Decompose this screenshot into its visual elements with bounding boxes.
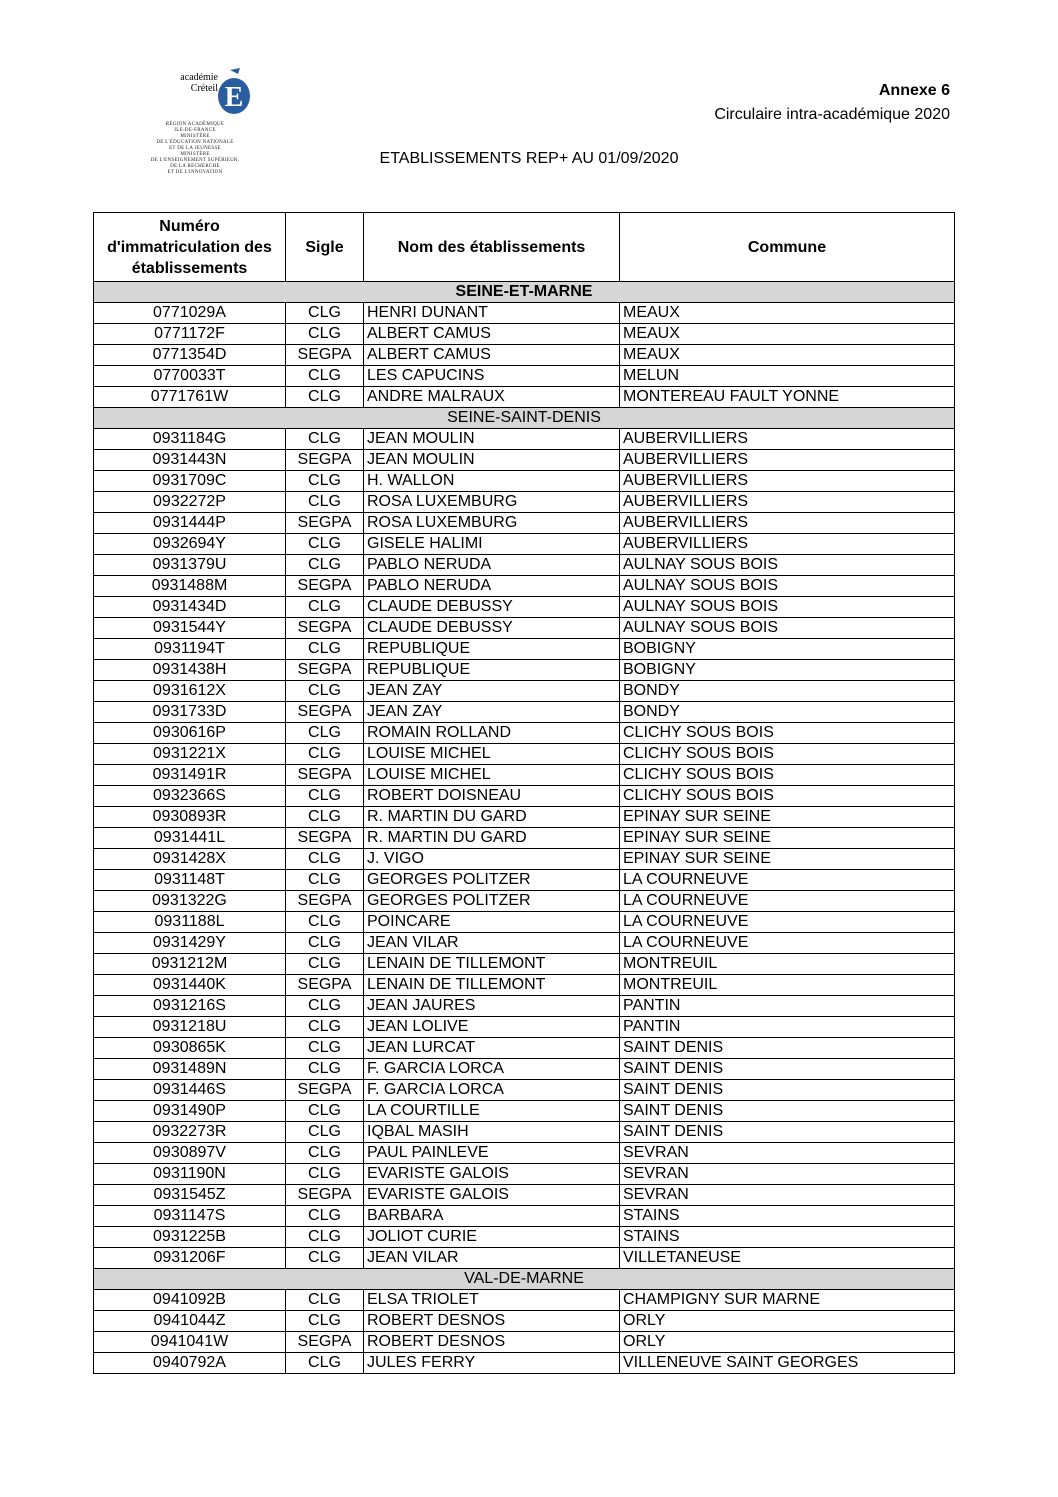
cell-numero: 0931612X	[94, 681, 286, 702]
cell-nom: BARBARA	[364, 1206, 620, 1227]
cell-numero: 0931446S	[94, 1080, 286, 1101]
cell-nom: ROBERT DESNOS	[364, 1332, 620, 1353]
table-row	[94, 786, 955, 807]
cell-commune: MONTREUIL	[620, 954, 955, 975]
table-row	[94, 303, 955, 324]
cell-numero: 0931190N	[94, 1164, 286, 1185]
col-header-sigle: Sigle	[286, 213, 364, 282]
logo-sub-line: MINISTÈRE	[180, 134, 210, 139]
cell-sigle: CLG	[286, 933, 364, 954]
cell-nom: JEAN LOLIVE	[364, 1017, 620, 1038]
cell-commune: SEVRAN	[620, 1143, 955, 1164]
table-row	[94, 450, 955, 471]
cell-commune: SAINT DENIS	[620, 1038, 955, 1059]
cell-numero: 0930893R	[94, 807, 286, 828]
annexe-label: Annexe 6	[878, 82, 950, 99]
cell-nom: CLAUDE DEBUSSY	[364, 597, 620, 618]
cell-sigle: SEGPA	[286, 891, 364, 912]
cell-commune: PANTIN	[620, 996, 955, 1017]
cell-commune: PANTIN	[620, 1017, 955, 1038]
table-row	[94, 1290, 955, 1311]
cell-numero: 0770033T	[94, 366, 286, 387]
cell-sigle: CLG	[286, 1059, 364, 1080]
cell-numero: 0771761W	[94, 387, 286, 408]
cell-nom: F. GARCIA LORCA	[364, 1059, 620, 1080]
cell-commune: CHAMPIGNY SUR MARNE	[620, 1290, 955, 1311]
cell-commune: CLICHY SOUS BOIS	[620, 765, 955, 786]
table-row	[94, 933, 955, 954]
cell-commune: ORLY	[620, 1332, 955, 1353]
table-row	[94, 1227, 955, 1248]
cell-numero: 0931428X	[94, 849, 286, 870]
cell-nom: PAUL PAINLEVE	[364, 1143, 620, 1164]
table-row	[94, 954, 955, 975]
cell-sigle: SEGPA	[286, 828, 364, 849]
cell-sigle: CLG	[286, 1248, 364, 1269]
table-row	[94, 1122, 955, 1143]
cell-commune: LA COURNEUVE	[620, 870, 955, 891]
cell-numero: 0931221X	[94, 744, 286, 765]
cell-commune: LA COURNEUVE	[620, 933, 955, 954]
cell-numero: 0932366S	[94, 786, 286, 807]
logo-sub-line: ILE-DE-FRANCE	[174, 128, 216, 133]
cell-sigle: CLG	[286, 912, 364, 933]
cell-sigle: CLG	[286, 723, 364, 744]
table-row	[94, 513, 955, 534]
cell-nom: F. GARCIA LORCA	[364, 1080, 620, 1101]
cell-sigle: CLG	[286, 324, 364, 345]
logo-sub-line: MINISTÈRE	[180, 152, 210, 157]
cell-nom: LOUISE MICHEL	[364, 765, 620, 786]
cell-nom: IQBAL MASIH	[364, 1122, 620, 1143]
cell-commune: STAINS	[620, 1206, 955, 1227]
cell-numero: 0931441L	[94, 828, 286, 849]
cell-numero: 0931489N	[94, 1059, 286, 1080]
cell-numero: 0931443N	[94, 450, 286, 471]
academie-e-icon	[216, 68, 252, 116]
table-row	[94, 723, 955, 744]
cell-sigle: CLG	[286, 303, 364, 324]
cell-commune: STAINS	[620, 1227, 955, 1248]
circulaire-label: Circulaire intra-académique 2020	[714, 106, 950, 123]
cell-numero: 0931148T	[94, 870, 286, 891]
cell-nom: EVARISTE GALOIS	[364, 1164, 620, 1185]
cell-commune: AUBERVILLIERS	[620, 492, 955, 513]
cell-numero: 0931147S	[94, 1206, 286, 1227]
table-row	[94, 618, 955, 639]
cell-commune: ORLY	[620, 1311, 955, 1332]
logo-sub-line: DE L'ÉDUCATION NATIONALE	[156, 140, 234, 145]
cell-sigle: CLG	[286, 1122, 364, 1143]
table-row	[94, 912, 955, 933]
cell-commune: MEAUX	[620, 345, 955, 366]
table-row	[94, 1080, 955, 1101]
cell-numero: 0932273R	[94, 1122, 286, 1143]
cell-nom: ROSA LUXEMBURG	[364, 513, 620, 534]
cell-commune: BOBIGNY	[620, 639, 955, 660]
cell-sigle: CLG	[286, 1353, 364, 1374]
logo-sub-line: RÉGION ACADÉMIQUE	[165, 122, 225, 127]
cell-commune: VILLENEUVE SAINT GEORGES	[620, 1353, 955, 1374]
cell-nom: REPUBLIQUE	[364, 660, 620, 681]
logo-sub-line: DE L'ENSEIGNEMENT SUPÉRIEUR,	[150, 158, 240, 163]
cell-commune: SAINT DENIS	[620, 1080, 955, 1101]
table-row	[94, 1332, 955, 1353]
cell-sigle: CLG	[286, 429, 364, 450]
cell-commune: EPINAY SUR SEINE	[620, 849, 955, 870]
cell-sigle: CLG	[286, 1227, 364, 1248]
cell-sigle: CLG	[286, 1206, 364, 1227]
cell-nom: ELSA TRIOLET	[364, 1290, 620, 1311]
cell-commune: CLICHY SOUS BOIS	[620, 786, 955, 807]
cell-sigle: SEGPA	[286, 1080, 364, 1101]
cell-numero: 0931544Y	[94, 618, 286, 639]
cell-sigle: CLG	[286, 366, 364, 387]
cell-numero: 0771029A	[94, 303, 286, 324]
section-name: SEINE-ET-MARNE	[94, 282, 955, 303]
cell-sigle: CLG	[286, 1017, 364, 1038]
cell-commune: EPINAY SUR SEINE	[620, 807, 955, 828]
cell-nom: LES CAPUCINS	[364, 366, 620, 387]
cell-sigle: CLG	[286, 534, 364, 555]
document-title: ETABLISSEMENTS REP+ AU 01/09/2020	[379, 150, 679, 167]
cell-sigle: SEGPA	[286, 345, 364, 366]
cell-sigle: SEGPA	[286, 513, 364, 534]
cell-sigle: CLG	[286, 849, 364, 870]
table-row	[94, 387, 955, 408]
cell-commune: LA COURNEUVE	[620, 912, 955, 933]
cell-commune: SAINT DENIS	[620, 1122, 955, 1143]
cell-commune: VILLETANEUSE	[620, 1248, 955, 1269]
cell-commune: AULNAY SOUS BOIS	[620, 555, 955, 576]
cell-numero: 0931440K	[94, 975, 286, 996]
cell-nom: R. MARTIN DU GARD	[364, 828, 620, 849]
table-row	[94, 660, 955, 681]
table-header-row	[94, 213, 955, 282]
table-row	[94, 471, 955, 492]
section-name: SEINE-SAINT-DENIS	[94, 408, 955, 429]
logo-sub-line: DE LA RECHERCHE	[170, 164, 220, 169]
table-row	[94, 597, 955, 618]
cell-sigle: CLG	[286, 744, 364, 765]
cell-numero: 0931184G	[94, 429, 286, 450]
cell-commune: AULNAY SOUS BOIS	[620, 618, 955, 639]
cell-numero: 0931545Z	[94, 1185, 286, 1206]
cell-sigle: CLG	[286, 1143, 364, 1164]
cell-nom: JEAN VILAR	[364, 933, 620, 954]
section-name: VAL-DE-MARNE	[94, 1269, 955, 1290]
cell-sigle: CLG	[286, 954, 364, 975]
table-row	[94, 1353, 955, 1374]
col-header-numero: Numéro d'immatriculation des établissements	[94, 213, 286, 282]
table-row	[94, 765, 955, 786]
table-row	[94, 702, 955, 723]
cell-nom: PABLO NERUDA	[364, 576, 620, 597]
cell-commune: AUBERVILLIERS	[620, 471, 955, 492]
table-row	[94, 324, 955, 345]
table-row	[94, 366, 955, 387]
table-row	[94, 534, 955, 555]
cell-commune: MONTREUIL	[620, 975, 955, 996]
cell-nom: REPUBLIQUE	[364, 639, 620, 660]
cell-nom: ALBERT CAMUS	[364, 345, 620, 366]
cell-numero: 0932272P	[94, 492, 286, 513]
logo-sub-line: ET DE LA JEUNESSE	[169, 146, 221, 151]
cell-numero: 0931488M	[94, 576, 286, 597]
cell-nom: CLAUDE DEBUSSY	[364, 618, 620, 639]
table-row	[94, 1059, 955, 1080]
cell-nom: JEAN ZAY	[364, 702, 620, 723]
cell-nom: JULES FERRY	[364, 1353, 620, 1374]
col-header-commune: Commune	[620, 213, 955, 282]
cell-numero: 0931216S	[94, 996, 286, 1017]
cell-numero: 0931434D	[94, 597, 286, 618]
cell-sigle: CLG	[286, 387, 364, 408]
cell-commune: SEVRAN	[620, 1164, 955, 1185]
cell-nom: LOUISE MICHEL	[364, 744, 620, 765]
cell-sigle: SEGPA	[286, 975, 364, 996]
cell-numero: 0932694Y	[94, 534, 286, 555]
cell-nom: HENRI DUNANT	[364, 303, 620, 324]
cell-sigle: SEGPA	[286, 576, 364, 597]
cell-sigle: CLG	[286, 1311, 364, 1332]
cell-commune: MELUN	[620, 366, 955, 387]
cell-nom: ROSA LUXEMBURG	[364, 492, 620, 513]
cell-commune: SEVRAN	[620, 1185, 955, 1206]
cell-nom: ROBERT DOISNEAU	[364, 786, 620, 807]
cell-nom: POINCARE	[364, 912, 620, 933]
cell-numero: 0931218U	[94, 1017, 286, 1038]
cell-sigle: CLG	[286, 681, 364, 702]
cell-nom: LENAIN DE TILLEMONT	[364, 975, 620, 996]
table-row	[94, 828, 955, 849]
cell-commune: BONDY	[620, 681, 955, 702]
cell-nom: JEAN LURCAT	[364, 1038, 620, 1059]
cell-commune: AULNAY SOUS BOIS	[620, 576, 955, 597]
cell-nom: JOLIOT CURIE	[364, 1227, 620, 1248]
cell-sigle: SEGPA	[286, 618, 364, 639]
cell-commune: MEAUX	[620, 303, 955, 324]
table-row	[94, 975, 955, 996]
table-row	[94, 1017, 955, 1038]
section-header-row	[94, 408, 955, 429]
table-row	[94, 1311, 955, 1332]
cell-nom: LA COURTILLE	[364, 1101, 620, 1122]
table-row	[94, 345, 955, 366]
cell-sigle: CLG	[286, 786, 364, 807]
cell-commune: MONTEREAU FAULT YONNE	[620, 387, 955, 408]
table-row	[94, 681, 955, 702]
cell-commune: MEAUX	[620, 324, 955, 345]
cell-sigle: CLG	[286, 807, 364, 828]
cell-sigle: CLG	[286, 1101, 364, 1122]
cell-sigle: CLG	[286, 639, 364, 660]
cell-commune: SAINT DENIS	[620, 1059, 955, 1080]
cell-numero: 0940792A	[94, 1353, 286, 1374]
cell-numero: 0941041W	[94, 1332, 286, 1353]
cell-nom: GISELE HALIMI	[364, 534, 620, 555]
cell-nom: ALBERT CAMUS	[364, 324, 620, 345]
cell-sigle: SEGPA	[286, 1185, 364, 1206]
table-row	[94, 639, 955, 660]
cell-commune: AUBERVILLIERS	[620, 450, 955, 471]
table-row	[94, 891, 955, 912]
cell-numero: 0931194T	[94, 639, 286, 660]
cell-nom: JEAN VILAR	[364, 1248, 620, 1269]
table-row	[94, 807, 955, 828]
cell-numero: 0931379U	[94, 555, 286, 576]
cell-nom: EVARISTE GALOIS	[364, 1185, 620, 1206]
cell-numero: 0941044Z	[94, 1311, 286, 1332]
cell-numero: 0931212M	[94, 954, 286, 975]
table-row	[94, 870, 955, 891]
cell-numero: 0931429Y	[94, 933, 286, 954]
cell-sigle: CLG	[286, 996, 364, 1017]
table-row	[94, 1143, 955, 1164]
cell-numero: 0931491R	[94, 765, 286, 786]
table-row	[94, 1185, 955, 1206]
cell-numero: 0930616P	[94, 723, 286, 744]
cell-numero: 0930865K	[94, 1038, 286, 1059]
cell-nom: H. WALLON	[364, 471, 620, 492]
table-row	[94, 849, 955, 870]
logo-name	[158, 72, 218, 94]
cell-sigle: SEGPA	[286, 702, 364, 723]
cell-commune: AUBERVILLIERS	[620, 534, 955, 555]
cell-numero: 0771354D	[94, 345, 286, 366]
cell-nom: JEAN MOULIN	[364, 429, 620, 450]
cell-sigle: CLG	[286, 597, 364, 618]
table-row	[94, 429, 955, 450]
logo-name-line1: académie	[180, 72, 218, 83]
cell-numero: 0931188L	[94, 912, 286, 933]
cell-nom: GEORGES POLITZER	[364, 891, 620, 912]
section-header-row	[94, 1269, 955, 1290]
cell-nom: ROBERT DESNOS	[364, 1311, 620, 1332]
cell-numero: 0930897V	[94, 1143, 286, 1164]
cell-commune: AUBERVILLIERS	[620, 513, 955, 534]
establishments-table	[93, 212, 955, 1374]
cell-sigle: CLG	[286, 492, 364, 513]
cell-nom: GEORGES POLITZER	[364, 870, 620, 891]
cell-nom: PABLO NERUDA	[364, 555, 620, 576]
table-row	[94, 744, 955, 765]
cell-commune: EPINAY SUR SEINE	[620, 828, 955, 849]
table-row	[94, 1248, 955, 1269]
cell-nom: ANDRE MALRAUX	[364, 387, 620, 408]
cell-nom: JEAN JAURES	[364, 996, 620, 1017]
svg-text:E: E	[224, 82, 244, 113]
cell-nom: JEAN ZAY	[364, 681, 620, 702]
table-row	[94, 1038, 955, 1059]
cell-numero: 0931490P	[94, 1101, 286, 1122]
cell-numero: 0931206F	[94, 1248, 286, 1269]
cell-sigle: CLG	[286, 870, 364, 891]
cell-commune: BONDY	[620, 702, 955, 723]
cell-nom: LENAIN DE TILLEMONT	[364, 954, 620, 975]
cell-numero: 0771172F	[94, 324, 286, 345]
logo-name-line2: Créteil	[190, 83, 218, 94]
cell-numero: 0941092B	[94, 1290, 286, 1311]
table-row	[94, 555, 955, 576]
cell-sigle: SEGPA	[286, 765, 364, 786]
cell-commune: CLICHY SOUS BOIS	[620, 723, 955, 744]
cell-sigle: SEGPA	[286, 450, 364, 471]
cell-numero: 0931438H	[94, 660, 286, 681]
cell-sigle: CLG	[286, 1164, 364, 1185]
cell-sigle: SEGPA	[286, 660, 364, 681]
cell-commune: SAINT DENIS	[620, 1101, 955, 1122]
cell-sigle: CLG	[286, 1290, 364, 1311]
academie-logo	[128, 60, 262, 190]
cell-nom: ROMAIN ROLLAND	[364, 723, 620, 744]
cell-sigle: CLG	[286, 1038, 364, 1059]
cell-sigle: CLG	[286, 555, 364, 576]
table-row	[94, 1164, 955, 1185]
table-row	[94, 1101, 955, 1122]
cell-numero: 0931322G	[94, 891, 286, 912]
cell-numero: 0931225B	[94, 1227, 286, 1248]
cell-sigle: CLG	[286, 471, 364, 492]
col-header-nom: Nom des établissements	[364, 213, 620, 282]
section-header-row	[94, 282, 955, 303]
cell-numero: 0931733D	[94, 702, 286, 723]
cell-numero: 0931709C	[94, 471, 286, 492]
cell-nom: J. VIGO	[364, 849, 620, 870]
cell-nom: JEAN MOULIN	[364, 450, 620, 471]
cell-commune: BOBIGNY	[620, 660, 955, 681]
table-row	[94, 576, 955, 597]
table-body	[94, 282, 955, 1374]
cell-sigle: SEGPA	[286, 1332, 364, 1353]
logo-sub-line: ET DE L'INNOVATION	[167, 170, 223, 175]
table-row	[94, 996, 955, 1017]
cell-commune: AUBERVILLIERS	[620, 429, 955, 450]
cell-numero: 0931444P	[94, 513, 286, 534]
cell-commune: AULNAY SOUS BOIS	[620, 597, 955, 618]
table-row	[94, 492, 955, 513]
cell-nom: R. MARTIN DU GARD	[364, 807, 620, 828]
cell-commune: LA COURNEUVE	[620, 891, 955, 912]
table-row	[94, 1206, 955, 1227]
cell-commune: CLICHY SOUS BOIS	[620, 744, 955, 765]
